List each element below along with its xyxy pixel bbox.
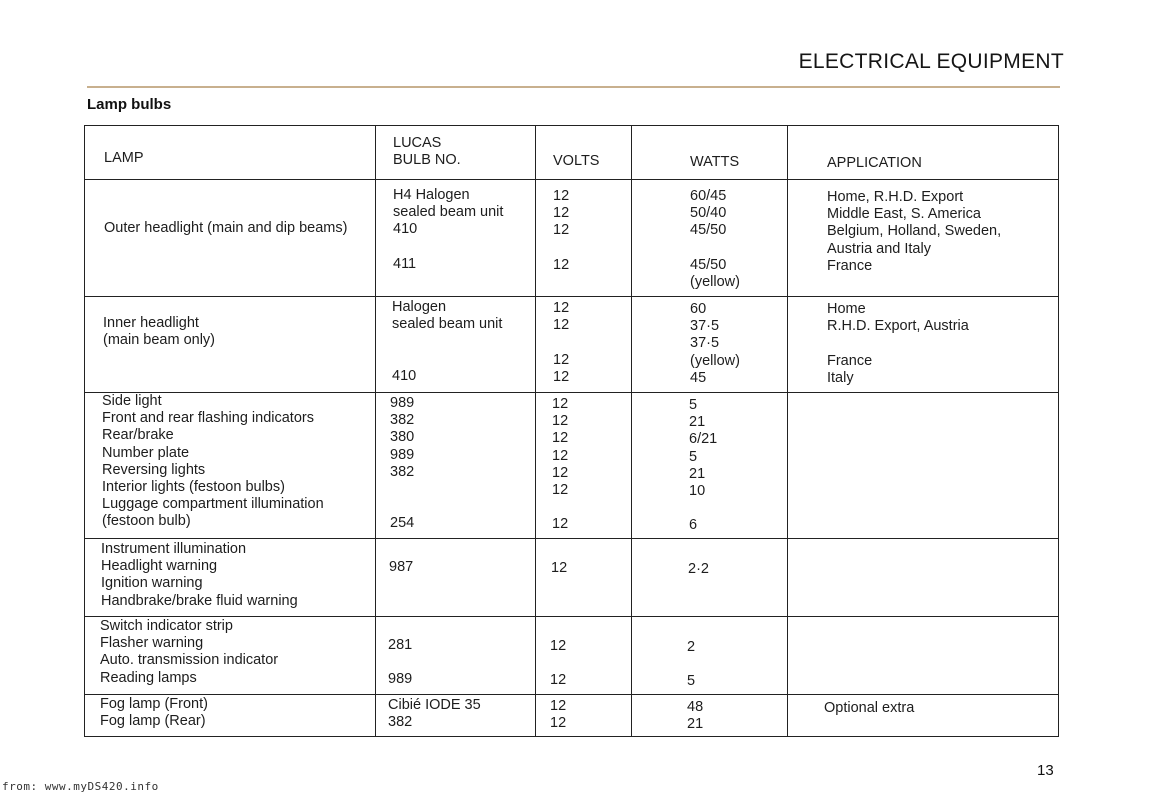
cell-watts: 60/45 50/40 45/50 45/50 (yellow) [690,188,740,291]
cell-watts: 60 37·5 37·5 (yellow) 45 [690,301,740,386]
cell-bulb-no: 989 382 380 989 382 254 [390,395,415,532]
cell-bulb-no: Halogen sealed beam unit 410 [392,299,503,384]
row-divider [85,694,1058,695]
column-divider [787,126,788,736]
cell-bulb-no: 987 [389,559,414,575]
lamp-bulbs-table [84,125,1059,737]
cell-lamp: Outer headlight (main and dip beams) [104,220,348,237]
header-watts: WATTS [690,154,740,170]
cell-volts: 12 12 [550,698,567,732]
cell-lamp: Inner headlight (main beam only) [103,315,216,349]
header-application: APPLICATION [827,155,922,171]
cell-lamp: Instrument illumination Headlight warning Ignition warning Handbrake/brake fluid warning [101,541,298,609]
cell-bulb-no: 281 989 [388,637,413,688]
cell-lamp: Side light Front and rear flashing indicators Rear/brake Number plate Reversing lights Interior lights (festoon bulbs) Luggage compartment illumination (festoon bulb) [102,393,324,530]
header-bulb-no: LUCAS BULB NO. [393,135,461,169]
watermark: from: www.myDS420.info [2,780,159,793]
row-divider [85,538,1058,539]
cell-application: Home R.H.D. Export, Austria France Italy [827,301,969,386]
cell-volts: 12 [551,560,568,576]
cell-lamp: Switch indicator strip Flasher warning Auto. transmission indicator Reading lamps [100,618,279,686]
header-lamp: LAMP [104,150,144,166]
cell-bulb-no: H4 Halogen sealed beam unit 410 411 [393,187,504,272]
row-divider [85,616,1058,617]
page-number: 13 [1037,762,1054,779]
cell-application: Home, R.H.D. Export Middle East, S. America Belgium, Holland, Sweden, Austria and Italy France [827,189,1002,274]
row-divider [85,296,1058,297]
header-rule [87,86,1060,88]
cell-watts: 5 21 6/21 5 21 10 6 [689,397,718,534]
cell-volts: 12 12 12 12 [553,300,570,385]
column-divider [535,126,536,736]
column-divider [375,126,376,736]
section-header-title: ELECTRICAL EQUIPMENT [798,50,1064,73]
header-volts: VOLTS [553,153,600,169]
column-divider [631,126,632,736]
cell-lamp: Fog lamp (Front) Fog lamp (Rear) [100,696,208,730]
cell-watts: 2·2 [688,561,709,577]
cell-application: Optional extra [824,700,915,716]
cell-volts: 12 12 12 12 [553,188,570,273]
cell-watts: 2 5 [687,639,696,690]
section-title: Lamp bulbs [87,96,172,113]
cell-bulb-no: Cibié IODE 35 382 [388,697,481,731]
cell-watts: 48 21 [687,699,704,733]
cell-volts: 12 12 12 12 12 12 12 [552,396,569,533]
row-divider [85,179,1058,180]
cell-volts: 12 12 [550,638,567,689]
